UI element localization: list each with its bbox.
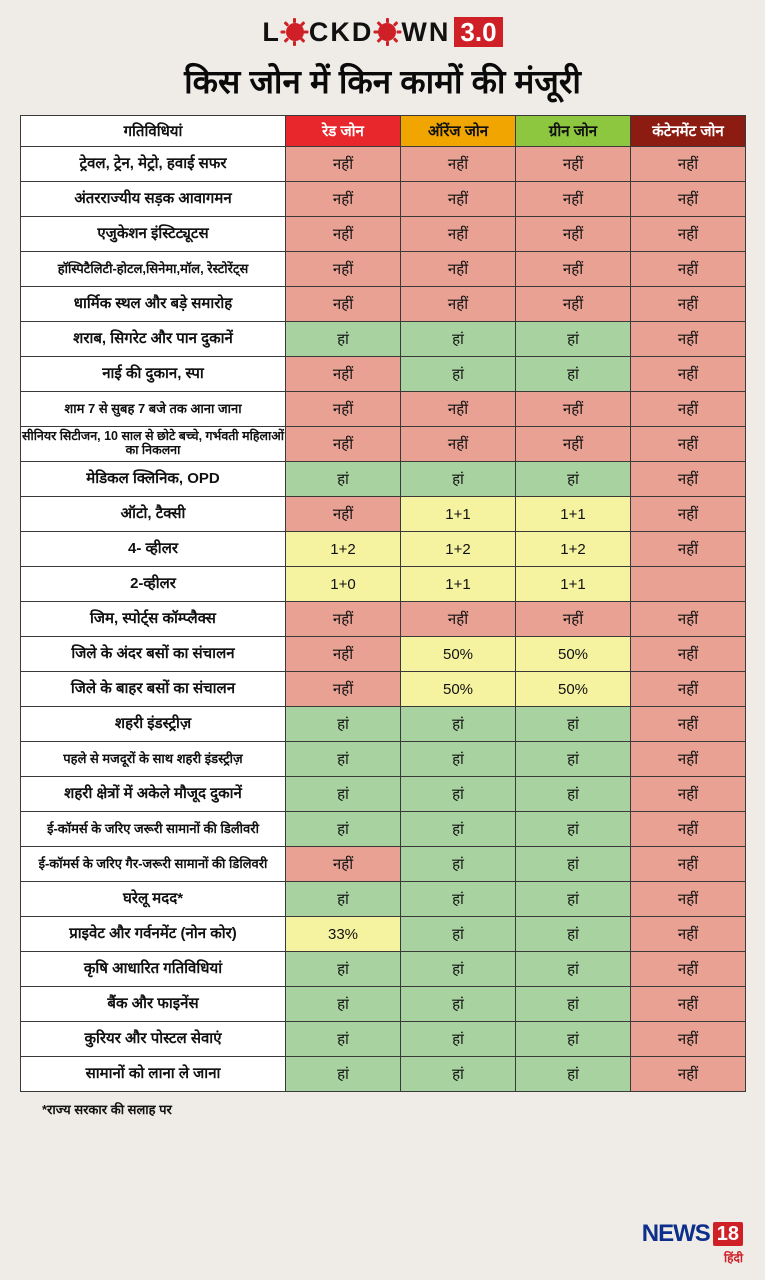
cell-value: 50% <box>401 672 516 707</box>
table-row <box>21 987 746 1022</box>
table-row <box>21 392 746 427</box>
cell-value: नहीं <box>631 532 746 567</box>
cell-value: नहीं <box>401 392 516 427</box>
cell-value: हां <box>286 952 401 987</box>
activity-label: अंतरराज्यीय सड़क आवागमन <box>21 182 286 217</box>
cell-value: हां <box>401 847 516 882</box>
cell-value <box>631 567 746 602</box>
cell-value: नहीं <box>631 392 746 427</box>
table-row <box>21 847 746 882</box>
lockdown-logo-text <box>262 17 502 48</box>
cell-value: नहीं <box>631 427 746 462</box>
cell-value: हां <box>401 462 516 497</box>
table-row <box>21 1057 746 1092</box>
cell-value: नहीं <box>286 287 401 322</box>
table-row <box>21 462 746 497</box>
cell-value: 1+1 <box>401 567 516 602</box>
cell-value: नहीं <box>286 252 401 287</box>
column-header-green-zone: ग्रीन जोन <box>516 116 631 147</box>
cell-value: नहीं <box>286 847 401 882</box>
brand-logo <box>642 1220 743 1266</box>
cell-value: हां <box>401 707 516 742</box>
cell-value: 33% <box>286 917 401 952</box>
cell-value: नहीं <box>286 217 401 252</box>
cell-value: हां <box>516 952 631 987</box>
cell-value: हां <box>286 1022 401 1057</box>
table-row <box>21 812 746 847</box>
cell-value: हां <box>516 777 631 812</box>
cell-value: नहीं <box>401 217 516 252</box>
activity-label: जिले के अंदर बसों का संचालन <box>21 637 286 672</box>
cell-value: नहीं <box>631 742 746 777</box>
cell-value: नहीं <box>631 497 746 532</box>
cell-value: 50% <box>401 637 516 672</box>
cell-value: हां <box>401 812 516 847</box>
table-row <box>21 147 746 182</box>
logo-version-badge: 3.0 <box>454 17 502 47</box>
activity-label: बैंक और फाइनेंस <box>21 987 286 1022</box>
cell-value: हां <box>516 357 631 392</box>
cell-value: हां <box>516 812 631 847</box>
cell-value: नहीं <box>401 147 516 182</box>
cell-value: 50% <box>516 672 631 707</box>
activity-label: घरेलू मदद* <box>21 882 286 917</box>
activity-label: कुरियर और पोस्टल सेवाएं <box>21 1022 286 1057</box>
cell-value: 50% <box>516 637 631 672</box>
cell-value: हां <box>401 1057 516 1092</box>
activity-label: ट्रेवल, ट्रेन, मेट्रो, हवाई सफर <box>21 147 286 182</box>
table-row <box>21 357 746 392</box>
cell-value: हां <box>516 917 631 952</box>
cell-value: नहीं <box>401 287 516 322</box>
cell-value: हां <box>286 462 401 497</box>
cell-value: नहीं <box>401 182 516 217</box>
cell-value: हां <box>286 882 401 917</box>
cell-value: नहीं <box>631 182 746 217</box>
table-row <box>21 707 746 742</box>
cell-value: नहीं <box>631 1057 746 1092</box>
cell-value: नहीं <box>516 217 631 252</box>
cell-value: नहीं <box>286 147 401 182</box>
activity-label: शराब, सिगरेट और पान दुकानें <box>21 322 286 357</box>
table-row <box>21 252 746 287</box>
cell-value: हां <box>516 462 631 497</box>
cell-value: 1+1 <box>401 497 516 532</box>
cell-value: नहीं <box>631 882 746 917</box>
cell-value: नहीं <box>631 147 746 182</box>
cell-value: हां <box>286 987 401 1022</box>
cell-value: नहीं <box>631 987 746 1022</box>
cell-value: नहीं <box>631 672 746 707</box>
cell-value: हां <box>516 707 631 742</box>
cell-value: हां <box>516 742 631 777</box>
cell-value: 1+0 <box>286 567 401 602</box>
cell-value: हां <box>516 1057 631 1092</box>
activity-label: मेडिकल क्लिनिक, OPD <box>21 462 286 497</box>
cell-value: नहीं <box>401 602 516 637</box>
cell-value: नहीं <box>286 392 401 427</box>
table-row <box>21 1022 746 1057</box>
cell-value: 1+2 <box>401 532 516 567</box>
cell-value: हां <box>516 882 631 917</box>
cell-value: नहीं <box>516 427 631 462</box>
activity-label: नाई की दुकान, स्पा <box>21 357 286 392</box>
logo-mid: CKD <box>308 16 374 47</box>
cell-value: 1+2 <box>286 532 401 567</box>
cell-value: नहीं <box>631 602 746 637</box>
activity-label: ऑटो, टैक्सी <box>21 497 286 532</box>
cell-value: नहीं <box>631 217 746 252</box>
table-header-row <box>21 116 746 147</box>
cell-value: नहीं <box>516 182 631 217</box>
cell-value: नहीं <box>631 952 746 987</box>
cell-value: हां <box>401 742 516 777</box>
cell-value: नहीं <box>401 252 516 287</box>
table-row <box>21 287 746 322</box>
activity-label: ई-कॉमर्स के जरिए गैर-जरूरी सामानों की डिलिवरी <box>21 847 286 882</box>
cell-value: नहीं <box>401 427 516 462</box>
activity-label: ई-कॉमर्स के जरिए जरूरी सामानों की डिलीवरी <box>21 812 286 847</box>
cell-value: हां <box>401 987 516 1022</box>
virus-icon <box>282 19 308 45</box>
activity-label: शहरी क्षेत्रों में अकेले मौजूद दुकानें <box>21 777 286 812</box>
table-row <box>21 777 746 812</box>
cell-value: नहीं <box>631 357 746 392</box>
activity-label: 2-व्हीलर <box>21 567 286 602</box>
activity-label: जिले के बाहर बसों का संचालन <box>21 672 286 707</box>
cell-value: नहीं <box>631 777 746 812</box>
brand-number: 18 <box>713 1222 743 1246</box>
cell-value: नहीं <box>631 252 746 287</box>
activity-label: सीनियर सिटीजन, 10 साल से छोटे बच्चे, गर्भवती महिलाओं का निकलना <box>21 427 286 462</box>
table-row <box>21 532 746 567</box>
column-header-orange-zone: ऑरेंज जोन <box>401 116 516 147</box>
cell-value: नहीं <box>516 287 631 322</box>
table-body <box>21 147 746 1092</box>
table-row <box>21 182 746 217</box>
activity-label: कृषि आधारित गतिविधियां <box>21 952 286 987</box>
table-row <box>21 322 746 357</box>
table-row <box>21 497 746 532</box>
cell-value: हां <box>401 777 516 812</box>
zone-permission-table <box>20 115 746 1092</box>
table-row <box>21 882 746 917</box>
cell-value: 1+1 <box>516 497 631 532</box>
activity-label: पहले से मजदूरों के साथ शहरी इंडस्ट्रीज़ <box>21 742 286 777</box>
cell-value: हां <box>401 357 516 392</box>
cell-value: नहीं <box>286 602 401 637</box>
cell-value: हां <box>516 1022 631 1057</box>
cell-value: नहीं <box>631 637 746 672</box>
cell-value: नहीं <box>286 427 401 462</box>
activity-label: हॉस्पिटैलिटी-होटल,सिनेमा,मॉल, रेस्टोरेंट्स <box>21 252 286 287</box>
cell-value: नहीं <box>286 497 401 532</box>
activity-label: सामानों को लाना ले जाना <box>21 1057 286 1092</box>
cell-value: नहीं <box>631 322 746 357</box>
cell-value: नहीं <box>631 462 746 497</box>
column-header-activity: गतिविधियां <box>21 116 286 147</box>
lockdown-logo <box>20 14 745 50</box>
table-row <box>21 427 746 462</box>
cell-value: हां <box>286 777 401 812</box>
cell-value: हां <box>286 1057 401 1092</box>
table-row <box>21 217 746 252</box>
cell-value: हां <box>286 812 401 847</box>
cell-value: नहीं <box>516 392 631 427</box>
cell-value: हां <box>401 882 516 917</box>
cell-value: नहीं <box>631 917 746 952</box>
column-header-containment-zone: कंटेनमेंट जोन <box>631 116 746 147</box>
cell-value: नहीं <box>286 182 401 217</box>
logo-suffix: WN <box>401 16 451 47</box>
page-title: किस जोन में किन कामों की मंजूरी <box>184 63 581 100</box>
logo-prefix: L <box>262 16 281 47</box>
brand-name: NEWS <box>641 1220 710 1247</box>
column-header-red-zone: रेड जोन <box>286 116 401 147</box>
cell-value: नहीं <box>286 637 401 672</box>
cell-value: हां <box>286 322 401 357</box>
cell-value: हां <box>516 847 631 882</box>
table-row <box>21 602 746 637</box>
activity-label: प्राइवेट और गर्वनमेंट (नोन कोर) <box>21 917 286 952</box>
table-row <box>21 672 746 707</box>
cell-value: नहीं <box>516 602 631 637</box>
activity-label: एजुकेशन इंस्टिट्यूटस <box>21 217 286 252</box>
virus-icon-2 <box>374 19 400 45</box>
cell-value: हां <box>516 987 631 1022</box>
cell-value: नहीं <box>286 672 401 707</box>
cell-value: नहीं <box>516 147 631 182</box>
table-row <box>21 952 746 987</box>
activity-label: धार्मिक स्थल और बड़े समारोह <box>21 287 286 322</box>
cell-value: नहीं <box>286 357 401 392</box>
cell-value: नहीं <box>631 287 746 322</box>
brand-sub: हिंदी <box>724 1251 743 1265</box>
cell-value: हां <box>401 952 516 987</box>
cell-value: 1+1 <box>516 567 631 602</box>
activity-label: शहरी इंडस्ट्रीज़ <box>21 707 286 742</box>
cell-value: 1+2 <box>516 532 631 567</box>
cell-value: हां <box>286 707 401 742</box>
table-row <box>21 742 746 777</box>
table-row <box>21 637 746 672</box>
activity-label: 4- व्हीलर <box>21 532 286 567</box>
cell-value: हां <box>286 742 401 777</box>
cell-value: हां <box>401 1022 516 1057</box>
activity-label: शाम 7 से सुबह 7 बजे तक आना जाना <box>21 392 286 427</box>
cell-value: हां <box>401 322 516 357</box>
footnote: *राज्य सरकार की सलाह पर <box>42 1102 172 1117</box>
table-row <box>21 567 746 602</box>
cell-value: नहीं <box>631 812 746 847</box>
cell-value: हां <box>401 917 516 952</box>
cell-value: नहीं <box>631 707 746 742</box>
cell-value: नहीं <box>516 252 631 287</box>
cell-value: नहीं <box>631 847 746 882</box>
cell-value: हां <box>516 322 631 357</box>
table-row <box>21 917 746 952</box>
activity-label: जिम, स्पोर्ट्स कॉम्प्लैक्स <box>21 602 286 637</box>
cell-value: नहीं <box>631 1022 746 1057</box>
